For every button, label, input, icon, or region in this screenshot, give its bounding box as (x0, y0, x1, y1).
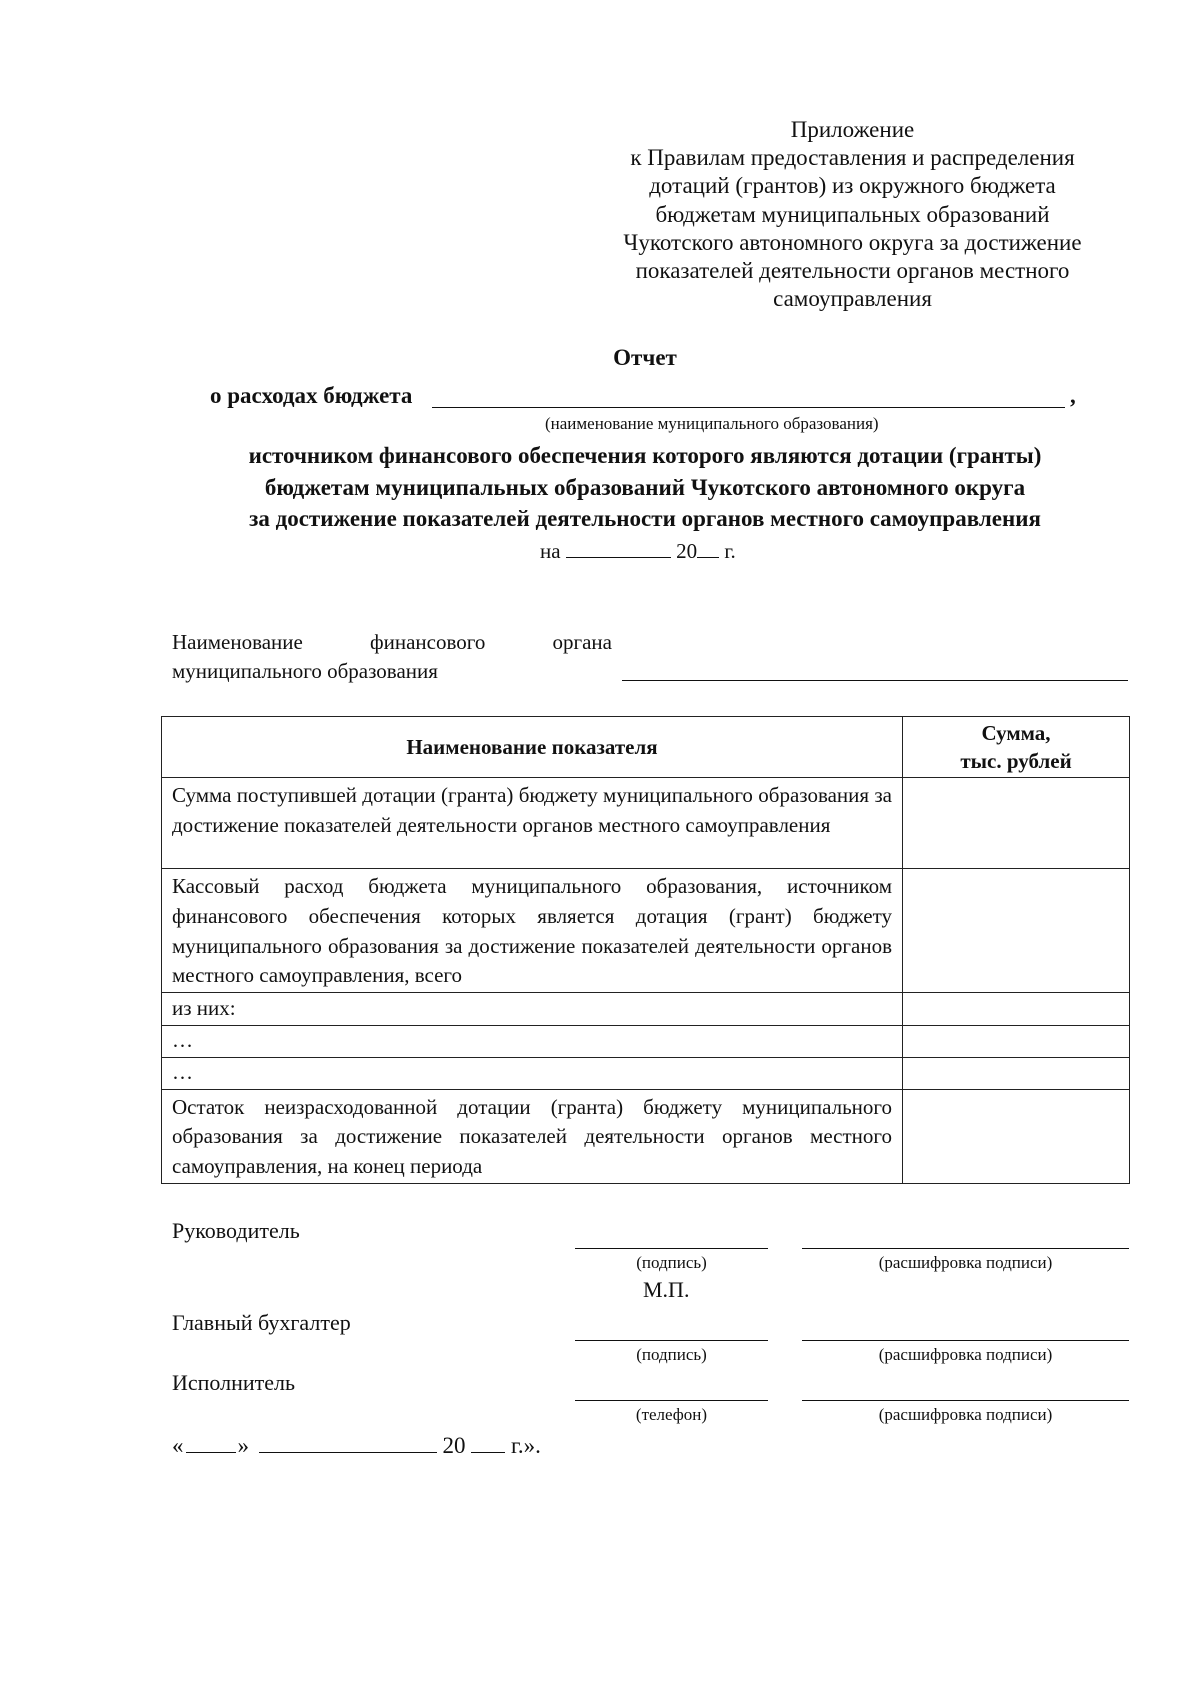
annex-line: показателей деятельности органов местного (635, 258, 1070, 284)
table-row (162, 778, 1130, 869)
table-row (162, 1089, 1130, 1183)
table-header-row (162, 717, 1130, 778)
table-row (162, 1057, 1130, 1089)
budget-prefix: о расходах бюджета (210, 383, 413, 408)
header-indicator: Наименование показателя (162, 717, 903, 778)
row-indicator: … (162, 1057, 903, 1089)
subtitle-line: источником финансового обеспечения которого являются дотации (гранты) (248, 443, 1042, 468)
table-row (162, 869, 1130, 993)
date-suffix: г. (724, 539, 736, 563)
table-row (162, 993, 1130, 1026)
finance-organ-blank-line (622, 680, 1128, 681)
finance-organ-line2: муниципального образования (172, 659, 438, 683)
report-table (161, 716, 1130, 1184)
open-quote: « (172, 1433, 184, 1458)
header-sum-line2: тыс. рублей (960, 749, 1072, 773)
annex-header (600, 116, 1105, 313)
executor-phone-caption: (телефон) (635, 1405, 708, 1424)
head-decoding-caption: (расшифровка подписи) (878, 1253, 1053, 1272)
finance-organ-label (172, 628, 612, 686)
annex-line: бюджетам муниципальных образований (655, 201, 1050, 227)
executor-label: Исполнитель (172, 1370, 296, 1395)
date-year: 20 (676, 539, 698, 563)
executor-decoding-line[interactable] (802, 1400, 1129, 1401)
accountant-signature-caption: (подпись) (636, 1345, 707, 1364)
row-sum-cell[interactable] (903, 1089, 1130, 1183)
row-sum-cell[interactable] (903, 869, 1130, 993)
head-signature-caption: (подпись) (636, 1253, 707, 1272)
closing-suffix: г.». (511, 1433, 541, 1458)
row-sum-cell[interactable] (903, 993, 1130, 1026)
budget-line (210, 383, 1076, 409)
date-prefix: на (540, 539, 561, 563)
finance-organ-word: Наименование (172, 630, 303, 654)
stamp-place: М.П. (643, 1277, 690, 1302)
accountant-signature-line[interactable] (575, 1340, 768, 1341)
chief-accountant-label: Главный бухгалтер (172, 1310, 351, 1335)
executor-phone-line[interactable] (575, 1400, 768, 1401)
report-title: Отчет (613, 345, 677, 370)
closing-year: 20 (442, 1433, 466, 1458)
subtitle-line: за достижение показателей деятельности органов местного самоуправления (249, 506, 1041, 531)
budget-suffix: , (1070, 383, 1076, 408)
head-label: Руководитель (172, 1218, 300, 1243)
month-blank[interactable] (259, 1432, 437, 1453)
accountant-decoding-line[interactable] (802, 1340, 1129, 1341)
close-quote: » (237, 1433, 249, 1458)
day-blank[interactable] (186, 1432, 236, 1453)
header-sum (903, 717, 1130, 778)
row-sum-cell[interactable] (903, 778, 1130, 869)
report-subtitle (0, 440, 1200, 535)
annex-line: самоуправления (773, 286, 932, 312)
subtitle-line: бюджетам муниципальных образований Чукотского автономного округа (264, 474, 1026, 500)
annex-line: Чукотского автономного округа за достижение (623, 229, 1082, 255)
row-indicator: Остаток неизрасходованной дотации (гранта) бюджету муниципального образования за достижение показателей деятельности органов местного самоуправления, на конец периода (162, 1089, 903, 1183)
table-row (162, 1025, 1130, 1057)
row-sum-cell[interactable] (903, 1057, 1130, 1089)
report-date (540, 537, 736, 564)
header-sum-line1: Сумма, (981, 721, 1051, 745)
annex-line: дотаций (грантов) из окружного бюджета (649, 173, 1056, 199)
municipality-blank-line (432, 407, 1065, 408)
date-blank (566, 537, 671, 558)
head-decoding-line[interactable] (802, 1248, 1129, 1249)
municipality-note: (наименование муниципального образования) (545, 414, 879, 433)
executor-decoding-caption: (расшифровка подписи) (878, 1405, 1053, 1424)
closing-date (172, 1432, 541, 1459)
row-indicator: из них: (162, 993, 903, 1026)
row-indicator: … (162, 1025, 903, 1057)
closing-year-blank[interactable] (471, 1432, 505, 1453)
row-indicator: Сумма поступившей дотации (гранта) бюджету муниципального образования за достижение показателей деятельности органов местного самоуправления (162, 778, 903, 869)
year-blank (697, 537, 719, 558)
row-sum-cell[interactable] (903, 1025, 1130, 1057)
finance-organ-word: органа (552, 630, 612, 654)
finance-organ-word: финансового (370, 630, 486, 654)
accountant-decoding-caption: (расшифровка подписи) (878, 1345, 1053, 1364)
annex-line: Приложение (790, 117, 915, 142)
row-indicator: Кассовый расход бюджета муниципального образования, источником финансового обеспечения которых является дотация (грант) бюджету муниципального образования за достижение показателей деятельности органов местного самоуправления, всего (162, 869, 903, 993)
annex-line: к Правилам предоставления и распределения (630, 145, 1075, 171)
head-signature-line[interactable] (575, 1248, 768, 1249)
